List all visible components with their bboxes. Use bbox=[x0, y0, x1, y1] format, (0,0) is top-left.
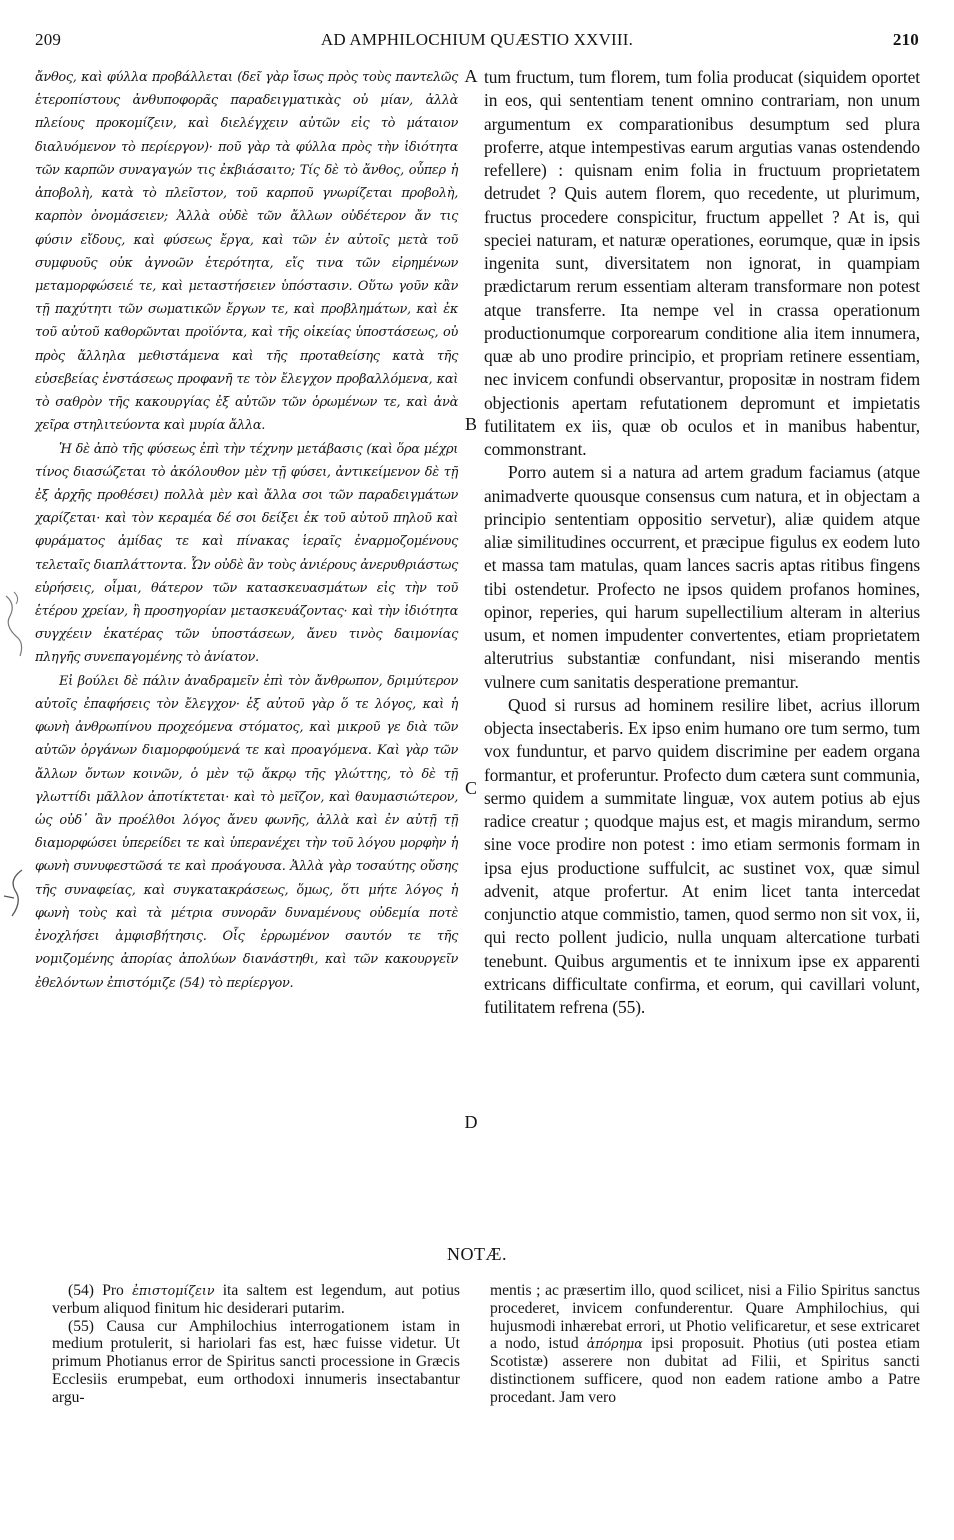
latin-paragraph: Quod si rursus ad hominem resilire libet, acrius illorum objecta insectaberis. Ex ipso enim humano ore tum sermo, tum vox funduntur, et parvo quidem discrimine per eadem organa formantur, et proferuntur. Profecto dum cætera sunt communia, sermo quidem a summitate linguæ, vox autem potius ab ejus radice creatur ; quodque majus est, et magis mirandum, sermo sine voce prodire non potest : imo etiam sermonis formam in ipsa ejus productione suffulcit, ac sustinet vox, quæ simul advenit, atque profertur. At enim licet tanta intercedat conjunctio atque commistio, tamen, quod sermo non sit vox, ii, qui recto pollent judicio, nulla unquam altercatione turbati tenebunt. Quibus argumentis et te innixum ipse ex apparenti extricans difficultate confirma, et eorum, qui cavillari volunt, futilitatem refrena (55). bbox=[484, 694, 920, 1017]
page-number-left: 209 bbox=[35, 30, 62, 49]
note-55-text-b: ipsi proposuit. Photius (uti postea etiam Scotistæ) asserere non dubitat ad Filii, et Spiritus sancti distinctionem sufficere, quod non eadem ratione ambo a Patre procedant. Jam vero bbox=[490, 1335, 920, 1406]
note-54-greek: ἐπιστομίζειν bbox=[132, 1283, 215, 1298]
margin-letter-a: A bbox=[464, 66, 478, 86]
latin-paragraph: Porro autem si a natura ad artem gradum faciamus (atque animadverte quousque consensus cum natura, et in objectam a principio sententiam oppositio servetur), aliæ quidem atque aliæ similitudines occurrent, et præcipue figulus ex eodem luto et massa tam matulas, quam lances sacris aptas ritibus fingens tibi ostendetur. Profecto ne ipsos quidem profanos homines, opinor, reperies, qui harum supellectilium alteram in alterius usum, et nomen impudenter convertentes, etiam proprietatem alterutrius substantiæ confundant, nisi miserando mentis vulnere cum sanitatis desperatione premantur. bbox=[484, 462, 920, 692]
page-number-right: 210 bbox=[892, 30, 919, 49]
note-55-start: (55) Causa cur Amphilochius interrogationem istam in medium protulerit, si hariolari fas est, hæc fuisse videtur. Ut primum Photianus error de Spiritus sancti processione in Græcis Ecclesiis erumpebat, eum orthodoxi innumeris insectabantur argu- bbox=[52, 1317, 460, 1406]
notes-left-column bbox=[52, 1282, 460, 1407]
latin-column bbox=[484, 66, 920, 1019]
note-54-text-start: (54) Pro bbox=[68, 1282, 124, 1299]
note-55-greek: ἀπόρημα bbox=[586, 1336, 643, 1352]
greek-paragraph: ἄνθος, καὶ φύλλα προβάλλεται (δεῖ γὰρ ἴσως πρὸς τοὺς παντελῶς ἑτεροπίστους ἀνθυποφορᾶς παραδειγματικὰς οὐ μίαν, ἀλλὰ πλείους προκομίζειν, καὶ διελέγχειν αὐτῶν εἰς τὸ μάταιον διαλυόμενον τὸ περίεργον)· ποῦ γὰρ τὰ φύλλα πρὸς τὴν ἰδιότητα τῶν καρπῶν συναγαγών τις ἐκβιάσαιτο; Τίς δὲ τὸ ἄνθος, οὗπερ ἡ ἀποβολὴ, κατὰ τὸ πλεῖστον, τοῦ καρποῦ γνωρίζεται προβολὴ, καρπὸν ὀνομάσειεν; Ἀλλὰ οὐδὲ τῶν ἄλλων οὐδέτερον ἄν τις φύσιν εἴδους, καὶ φύσεως ἔργα, καὶ τῶν ἐν αὐτοῖς μετὰ τοῦ συμφυοῦς οὐκ ἀγνοῶν ἑτερότητα, εἴς τινα τῶν εἰρημένων μεταμορφώσειέ τε, καὶ μεταστήσειεν ὑπόστασιν. Οὕτω γοῦν κἂν τῇ παχύτητι τῶν σωματικῶν ἔργων τε, καὶ προβλημάτων, καὶ ἐκ τοῦ αὐτοῦ καθορῶνται προϊόντα, καὶ τῆς οἰκείας ὑποστάσεως, οὐ πρὸς ἄλληλα μεθιστάμενα καὶ τῆς προταθείσης κατὰ τῆς εὐσεβείας ἐνστάσεως προφανῆ τε τὸν ἔλεγχον προβαλλόμενα, καὶ τὸ σαθρὸν τῆς κακουργίας ἐξ αὐτῶν τῶν ὁρωμένων τε, καὶ ἀνὰ χεῖρα στηλιτεύοντα καὶ μυρία ἄλλα. bbox=[35, 70, 458, 434]
greek-column bbox=[35, 66, 458, 995]
notes-heading: NOTÆ. bbox=[447, 1244, 507, 1264]
note-55-continuation bbox=[490, 1282, 920, 1407]
note-54 bbox=[52, 1282, 460, 1318]
margin-pencil-mark bbox=[0, 590, 34, 660]
margin-letter-d: D bbox=[464, 1112, 478, 1132]
greek-paragraph: Εἰ βούλει δὲ πάλιν ἀναδραμεῖν ἐπὶ τὸν ἄνθρωπον, δριμύτερον αὐτοῖς ἐπαφήσεις τὸν ἔλεγχον· ἐξ αὐτοῦ γὰρ ὅ τε λόγος, καὶ ἡ φωνὴ ἀνθρωπίνου προχεόμενα στόματος, καὶ μικροῦ γε διὰ τῶν αὐτῶν ὀργάνων διαμορφούμενά τε καὶ προαγόμενα. Καὶ γὰρ τῶν ἄλλων ὄντων κοινῶν, ὁ μὲν τῷ ἄκρῳ τῆς γλώττης, τὸ δὲ τῇ γλωττίδι μᾶλλον ἀποτίκτεται· καὶ τὸ μεῖζον, καὶ θαυμασιώτερον, ὡς οὐδ᾽ ἂν προέλθοι λόγος ἄνευ φωνῆς, ἀλλὰ καὶ ἐν αὐτῇ τῇ διαμορφώσει ὑπερείδει τε καὶ ὑπερανέχει τὴν τοῦ λόγου μορφὴν ἡ φωνὴ συνυφεστῶσά τε καὶ προάγουσα. Ἀλλὰ γὰρ τοσαύτης οὔσης τῆς συναφείας, καὶ συγκατακράσεως, ὅμως, ὅτι μήτε λόγος ἡ φωνὴ τοὺς καὶ τὰ μέτρια συνορᾶν δυναμένους οὐδεμία ποτὲ ἐνοχλήσει ἀμφισβήτησις. Οἷς ἐρρωμένον σαυτόν τε τῆς νομιζομένης ἀπορίας ἀπολύων διανάστηθι, καὶ τῶν κακουργεῖν ἐθελόντων ἐπιστόμιζε (54) τὸ περίεργον. bbox=[35, 673, 458, 991]
note-54-text-end: ita saltem est legendum, aut potius verbum aliquod finitum hic desiderari putarim. bbox=[52, 1282, 460, 1317]
note-55-text-a: mentis ; ac præsertim illo, quod scilicet, nisi a Filio Spiritus sanctus procederet, invicem confunderentur. Quare Amphilochius, qui hujusmodi inhærebat errori, ut Photio velificaretur, et sese extricaret a nodo, istud bbox=[490, 1282, 920, 1353]
greek-paragraph: Ἡ δὲ ἀπὸ τῆς φύσεως ἐπὶ τὴν τέχνην μετάβασις (καὶ ὅρα μέχρι τίνος διασώζεται τὸ ἀκόλουθον μὲν τῇ φύσει, ἀντικείμενον δὲ τῇ ἐξ ἀρχῆς προθέσει) πολλὰ μὲν καὶ ἄλλα σοι τῶν παραδειγμάτων χαρίζεται· καὶ τὸν κεραμέα δέ σοι δείξει ἐκ τοῦ αὐτοῦ πηλοῦ καὶ φυράματος ἀμίδας τε καὶ πίνακας ἱεραῖς ἐναρμοζομένους τελεταῖς διαπλάττοντα. Ὧν οὐδὲ ἂν τοὺς ἀνιέρους ἀνερυθριάστως εὑρήσεις, οἶμαι, θάτερον τῶν κατασκευασμάτων εἰς τὴν τοῦ ἑτέρου χρείαν, ἢ προσηγορίαν μετασκευάζοντας· καὶ τὴν ἰδιότητα συγχέειν ἑκατέρας τῶν ὑποστάσεων, ἄνευ τινὸς δαιμονίας πληγῆς συνεπαγομένης τὸ ἀνίατον. bbox=[35, 441, 458, 666]
latin-paragraph: tum fructum, tum florem, tum folia producat (siquidem oportet in eos, qui sententiam tenent omnino contrariam, non unum argumentum ex comparationibus desumptum sed plura proferre, atque intempestivas earum argutias vanas ostendendo refellere) : quisnam enim folia in fructuum proprietatem detrudet ? Quis autem florem, quo recedente, ut plurimum, fructus procedere conspicitur, fructum appellet ? At is, qui speciei naturam, et naturæ operationes, eorumque, quæ in ipsis ingenita sunt, diversitatem non ignorat, in quampiam prædictarum rerum essentiam alteram transformare non potest atque transferre. Ita nempe vel in crassa operationum productionumque corporearum conditione alia item innumera, quæ ab uno prodire principio, et propriam retinere essentiam, nec invicem confundi observantur, propositæ in nostram fidem objectionis apertam refutationem depromunt et impietatis futilitatem ex iis, quæ ob oculos et in manibus habentur, commonstrant. bbox=[484, 67, 920, 459]
margin-letter-c: C bbox=[464, 778, 477, 798]
running-header bbox=[35, 30, 919, 58]
margin-letter-b: B bbox=[464, 414, 477, 434]
margin-pencil-mark bbox=[0, 866, 34, 926]
running-title: AD AMPHILOCHIUM QUÆSTIO XXVIII. bbox=[320, 30, 634, 49]
notes-right-column bbox=[490, 1282, 920, 1407]
